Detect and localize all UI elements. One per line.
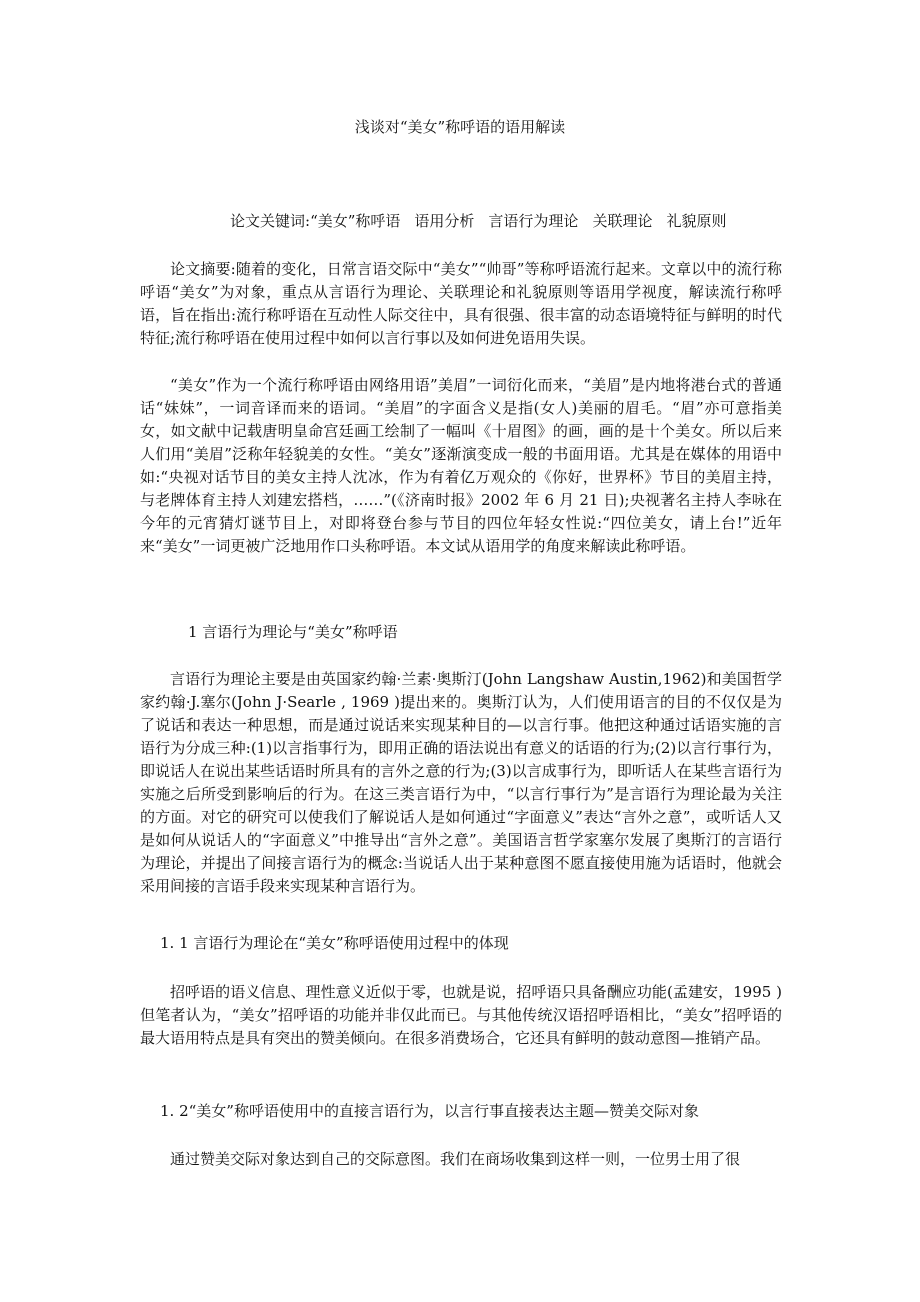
section-1-1-paragraph: 招呼语的语义信息、理性意义近似于零，也就是说，招呼语只具备酬应功能(孟建安，1995 )但笔者认为，“美女”招呼语的功能并非仅此而已。与其他传统汉语招呼语相比，“美女”招呼语的最大语用特点是具有突出的赞美倾向。在很多消费场合，它还具有鲜明的鼓动意图—推销产品。 — [140, 983, 782, 1047]
keyword-item: “美女”称呼语 — [310, 212, 401, 230]
section-1-paragraph: 言语行为理论主要是由英国家约翰·兰素·奥斯汀(John Langshaw Austin,1962)和美国哲学家约翰·J.塞尔(John J·Searle , 1969 )提出来的。奥斯汀认为，人们使用语言的目的不仅仅是为了说话和表达一种思想，而是通过说话来实现某种目的—以言行事。他把这种通过话语实施的言语行为分成三种:(1)以言指事行为，即用正确的语法说出有意义的话语的行为;(2)以言行事行为，即说话人在说出某些话语时所具有的言外之意的行为;(3)以言成事行为，即听话人在某些言语行为实施之后所受到影响后的行为。在这三类言语行为中，“以言行事行为”是言语行为理论最为关注的方面。对它的研究可以使我们了解说话人是如何通过“字面意义”表达“言外之意”，或听话人又是如何从说话人的“字面意义”中推导出“言外之意”。美国语言哲学家塞尔发展了奥斯汀的言语行为理论，并提出了间接言语行为的概念:当说话人出于某种意图不愿直接使用施为话语时，他就会采用间接的言语手段来实现某种言语行为。 — [140, 670, 782, 895]
keyword-item: 关联理论 — [592, 212, 653, 230]
section-1-2-paragraph: 通过赞美交际对象达到自己的交际意图。我们在商场收集到这样一则，一位男士用了很 — [170, 1150, 741, 1168]
keyword-item: 言语行为理论 — [488, 212, 579, 230]
document-title: 浅谈对“美女”称呼语的语用解读 — [354, 118, 566, 136]
keywords-label: 论文关键词: — [230, 212, 311, 230]
section-heading-1-1: 1. 1 言语行为理论在“美女”称呼语使用过程中的体现 — [160, 934, 509, 952]
section-heading-1-2: 1. 2“美女”称呼语使用中的直接言语行为，以言行事直接表达主题—赞美交际对象 — [160, 1102, 699, 1120]
keywords-line — [230, 210, 726, 232]
section-heading-1: 1 言语行为理论与“美女”称呼语 — [188, 623, 398, 641]
intro-paragraph: “美女”作为一个流行称呼语由网络用语”美眉”一词衍化而来，“美眉”是内地将港台式的普通话“妹妹”，一词音译而来的语词。“美眉”的字面含义是指(女人)美丽的眉毛。“眉”亦可意指美女，如文献中记载唐明皇命宫廷画工绘制了一幅叫《十眉图》的画，画的是十个美女。所以后来人们用“美眉”泛称年轻貌美的女性。“美女”逐渐演变成一般的书面用语。尤其是在媒体的用语中如:“央视对话节目的美女主持人沈冰，作为有着亿万观众的《你好，世界杯》节目的美眉主持，与老牌体育主持人刘建宏搭档，……”(《济南时报》2002 年 6 月 21 日);央视著名主持人李咏在今年的元宵猜灯谜节目上，对即将登台参与节目的四位年轻女性说:“四位美女，请上台!”近年来“美女”一词更被广泛地用作口头称呼语。本文试从语用学的角度来解读此称呼语。 — [140, 376, 782, 555]
keyword-item: 礼貌原则 — [666, 212, 727, 230]
abstract-paragraph: 论文摘要:随着的变化，日常言语交际中“美女”“帅哥”等称呼语流行起来。文章以中的流行称呼语“美女”为对象，重点从言语行为理论、关联理论和礼貌原则等语用学视度，解读流行称呼语，旨在指出:流行称呼语在互动性人际交往中，具有很强、很丰富的动态语境特征与鲜明的时代特征;流行称呼语在使用过程中如何以言行事以及如何进免语用失误。 — [140, 260, 782, 347]
keyword-item: 语用分析 — [414, 212, 475, 230]
